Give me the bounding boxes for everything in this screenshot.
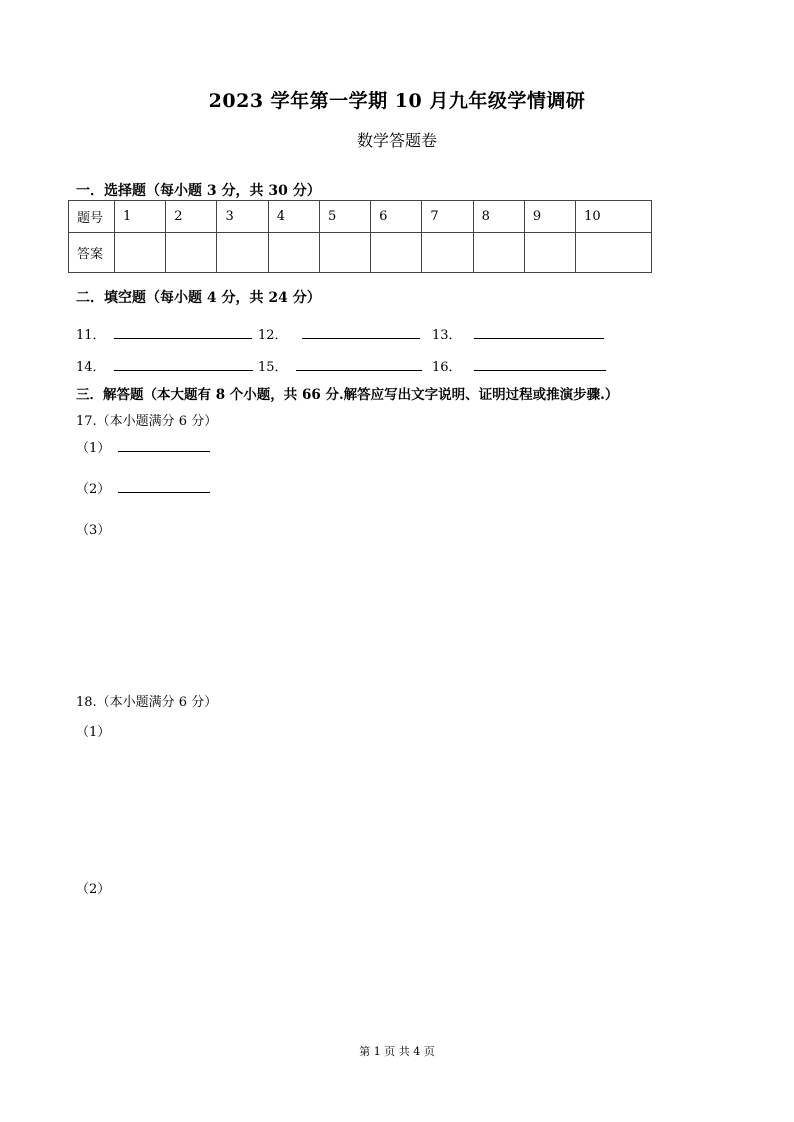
answer-cell[interactable] [115, 233, 166, 273]
answer-cell[interactable] [422, 233, 473, 273]
answer-grid-number-row [69, 201, 652, 233]
question-number-cell: 3 [217, 201, 268, 233]
fill-blank-line[interactable] [474, 326, 604, 339]
fill-blank-line[interactable] [296, 358, 422, 371]
page-title: 2023 学年第一学期 10 月九年级学情调研 [208, 90, 586, 112]
fill-item-label: 12． [258, 328, 288, 343]
answer-blank-line[interactable] [118, 439, 210, 452]
answer-grid [68, 200, 652, 273]
section-multiple-choice-heading: 一．选择题（每小题 3 分，共 30 分） [76, 183, 321, 199]
question-number-cell: 5 [319, 201, 370, 233]
section-fill-blank-heading: 二．填空题（每小题 4 分，共 24 分） [76, 290, 321, 306]
page-footer: 第 1 页 共 4 页 [359, 1045, 435, 1058]
fill-item-label: 16． [432, 360, 462, 375]
question-number-cell: 1 [115, 201, 166, 233]
fill-blank-line[interactable] [114, 326, 252, 339]
question-number-cell: 2 [166, 201, 217, 233]
fill-item-15 [258, 356, 422, 375]
answer-cell[interactable] [268, 233, 319, 273]
fill-item-12 [258, 324, 420, 343]
fill-item-13 [432, 324, 604, 343]
answer-cell[interactable] [576, 233, 652, 273]
question-number-cell: 9 [524, 201, 575, 233]
row-label-number: 题号 [69, 201, 115, 233]
fill-item-label: 11． [76, 328, 106, 343]
answer-cell[interactable] [524, 233, 575, 273]
answer-cell[interactable] [217, 233, 268, 273]
fill-blank-line[interactable] [114, 358, 253, 371]
fill-item-label: 13． [432, 328, 462, 343]
fill-blank-line[interactable] [302, 326, 420, 339]
row-label-answer: 答案 [69, 233, 115, 273]
question-18-part-2: （2） [76, 882, 111, 897]
question-17-part-1 [76, 437, 210, 456]
fill-blank-line[interactable] [474, 358, 606, 371]
answer-cell[interactable] [371, 233, 422, 273]
question-number-cell: 10 [576, 201, 652, 233]
question-number-cell: 7 [422, 201, 473, 233]
answer-cell[interactable] [473, 233, 524, 273]
question-17-part-2 [76, 478, 210, 497]
answer-grid-answer-row [69, 233, 652, 273]
fill-item-16 [432, 356, 606, 375]
question-17-label: 17.（本小题满分 6 分） [76, 414, 218, 429]
part-label: （2） [76, 482, 111, 497]
question-18-part-1: （1） [76, 725, 111, 740]
question-18-label: 18.（本小题满分 6 分） [76, 695, 218, 710]
part-label: （1） [76, 441, 111, 456]
question-number-cell: 8 [473, 201, 524, 233]
section-solutions-heading: 三．解答题（本大题有 8 个小题，共 66 分.解答应写出文字说明、证明过程或推演步骤.） [76, 387, 619, 403]
fill-item-14 [76, 356, 253, 375]
answer-cell[interactable] [166, 233, 217, 273]
answer-cell[interactable] [319, 233, 370, 273]
fill-item-label: 15． [258, 360, 288, 375]
fill-item-label: 14． [76, 360, 106, 375]
question-17-part-3: （3） [76, 523, 111, 538]
question-number-cell: 4 [268, 201, 319, 233]
fill-item-11 [76, 324, 252, 343]
page-subtitle: 数学答题卷 [356, 131, 437, 150]
question-number-cell: 6 [371, 201, 422, 233]
answer-blank-line[interactable] [118, 480, 210, 493]
